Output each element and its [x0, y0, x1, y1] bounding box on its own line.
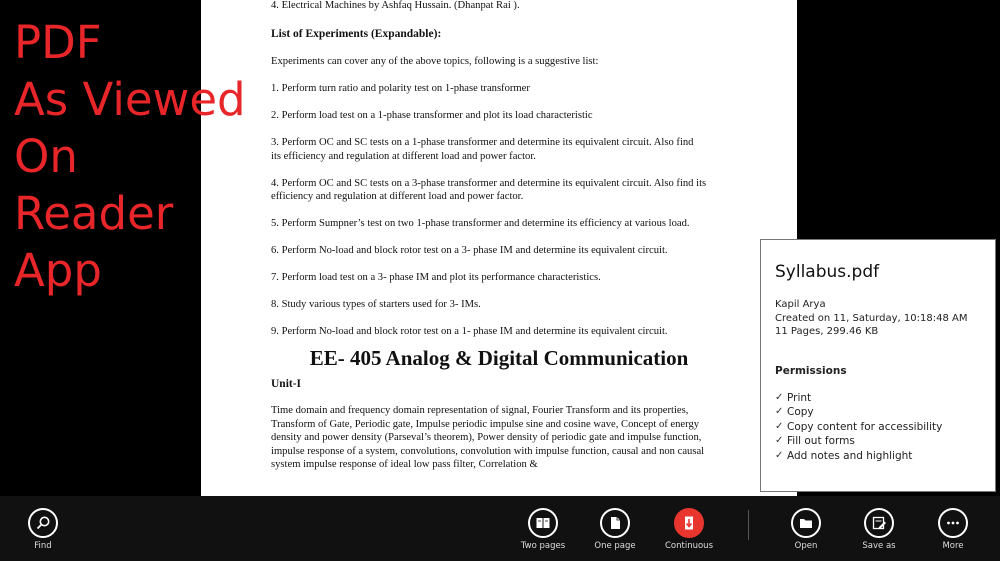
doc-line: 4. Electrical Machines by Ashfaq Hussain. (Dhanpat Rai ).: [271, 0, 520, 11]
app-bar-divider: [748, 510, 749, 540]
check-icon: ✓: [775, 435, 784, 446]
unit-heading: Unit-I: [271, 377, 302, 390]
more-label: More: [942, 541, 964, 551]
experiment-item: 1. Perform turn ratio and polarity test on 1-phase transformer: [271, 83, 530, 94]
continuous-icon: [674, 508, 704, 538]
experiment-item: 6. Perform No-load and block rotor test on a 3- phase IM and determine its equivalent circuit.: [271, 245, 668, 256]
check-icon: ✓: [775, 391, 784, 403]
open-button[interactable]: [771, 508, 841, 551]
more-button[interactable]: [918, 508, 988, 551]
permission-item: [775, 405, 981, 420]
check-icon: ✓: [775, 449, 784, 461]
experiment-item: 2. Perform load test on a 1-phase transformer and plot its load characteristic: [271, 110, 593, 121]
doc-intro: Experiments can cover any of the above topics, following is a suggestive list:: [271, 56, 599, 67]
unit-text: Time domain and frequency domain representation of signal, Fourier Transform and its properties, Transform of Gate, Periodic gate, Impulse periodic impulse sine and cosine wave, Concept of energy density and power density (Parseval’s theorem), Power density of periodic gate and impulse function, impulse response of a system, convolutions, convolution with impulse function, causal and non causal system impulse response of ideal low pass filter, Correlation &: [271, 405, 705, 470]
permission-item: [775, 420, 981, 435]
permission-label: Fill out forms: [787, 435, 855, 447]
find-label: Find: [34, 541, 52, 551]
file-pages-size: 11 Pages, 299.46 KB: [775, 326, 879, 337]
save-as-label: Save as: [862, 541, 896, 551]
open-label: Open: [794, 541, 818, 551]
one-page-label: One page: [594, 541, 636, 551]
course-title: EE- 405 Analog & Digital Communication: [309, 346, 689, 370]
one-page-button[interactable]: [580, 508, 650, 551]
permission-label: Copy: [787, 406, 814, 418]
permissions-title: Permissions: [775, 364, 847, 377]
permission-label: Copy content for accessibility: [787, 420, 943, 433]
check-icon: ✓: [775, 420, 784, 432]
permission-label: Print: [787, 391, 812, 404]
two-pages-label: Two pages: [520, 541, 566, 551]
one-page-icon: [600, 508, 630, 538]
pdf-page[interactable]: [201, 0, 797, 496]
file-name: Syllabus.pdf: [775, 262, 880, 282]
experiment-item: 5. Perform Sumpner’s test on two 1-phase transformer and determine its efficiency at various load.: [271, 218, 690, 229]
folder-icon: [791, 508, 821, 538]
file-created: Created on 11, Saturday, 10:18:48 AM: [775, 312, 968, 324]
check-icon: ✓: [775, 406, 784, 417]
overlay-caption: PDF As Viewed On Reader App: [14, 16, 246, 297]
search-icon: [28, 508, 58, 538]
permission-item: [775, 449, 981, 464]
file-author: Kapil Arya: [775, 299, 826, 310]
continuous-label: Continuous: [664, 541, 713, 551]
file-info-panel: [760, 239, 996, 492]
experiment-item: 9. Perform No-load and block rotor test on a 1- phase IM and determine its equivalent circuit.: [271, 326, 668, 337]
two-pages-icon: [528, 508, 558, 538]
continuous-button[interactable]: [654, 508, 724, 551]
experiment-item: 4. Perform OC and SC tests on a 3-phase transformer and determine its equivalent circuit. Also find its efficiency and regulation at different load and power factor.: [271, 177, 707, 202]
app-bar: [0, 496, 1000, 561]
experiment-item: 3. Perform OC and SC tests on a 1-phase transformer and determine its equivalent circuit. Also find its efficiency and regulation at different load and power factor.: [271, 137, 720, 162]
save-as-icon: [864, 508, 894, 538]
permission-item: [775, 391, 981, 406]
experiment-item: 7. Perform load test on a 3- phase IM and plot its performance characteristics.: [271, 272, 601, 283]
more-icon: [938, 508, 968, 538]
permission-item: [775, 434, 981, 449]
two-pages-button[interactable]: [508, 508, 578, 551]
experiment-item: 8. Study various types of starters used for 3- IMs.: [271, 299, 481, 310]
save-as-button[interactable]: [844, 508, 914, 551]
permission-label: Add notes and highlight: [787, 449, 913, 462]
list-heading: List of Experiments (Expandable):: [271, 27, 442, 40]
find-button[interactable]: [8, 508, 78, 551]
